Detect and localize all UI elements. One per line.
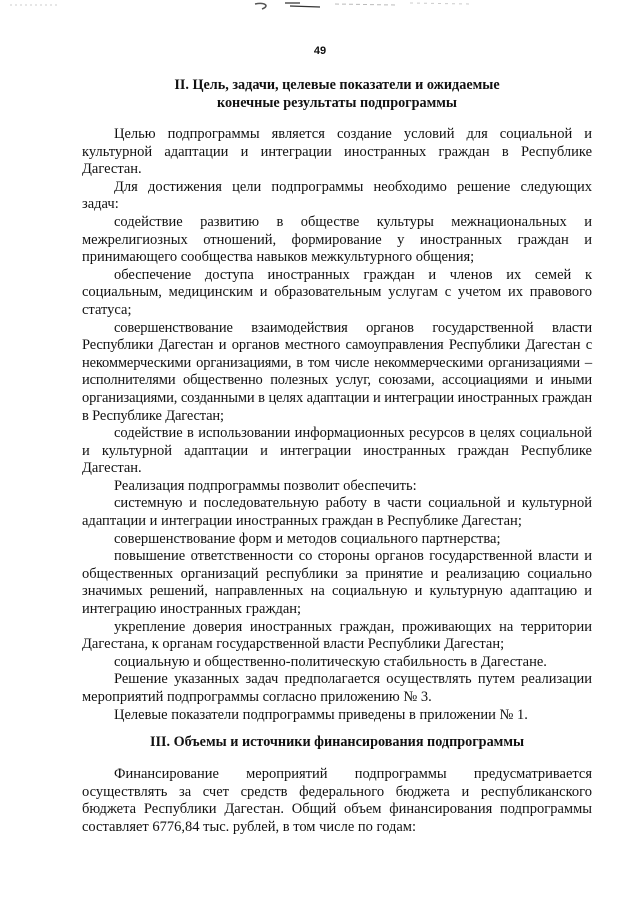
section-2-heading xyxy=(82,76,592,112)
paragraph: совершенствование форм и методов социального партнерства; xyxy=(114,530,501,547)
paragraph: Целевые показатели подпрограммы приведены в приложении № 1. xyxy=(114,706,528,723)
paragraph: Целью подпрограммы является создание условий для социальной и культурной адаптации и интеграции иностранных граждан в Республике Дагестан. xyxy=(82,126,592,178)
paragraph: обеспечение доступа иностранных граждан и членов их семей к социальным, медицинским и образовательным услугам с учетом их правового статуса; xyxy=(82,266,592,318)
paragraph: укрепление доверия иностранных граждан, проживающих на территории Дагестана, к органам государственной власти Республики Дагестан; xyxy=(82,618,592,653)
paragraph: Решение указанных задач предполагается осуществлять путем реализации мероприятий подпрограммы согласно приложению № 3. xyxy=(82,671,592,705)
page-number: 49 xyxy=(313,45,327,57)
paragraph: системную и последовательную работу в части социальной и культурной адаптации и интеграции иностранных граждан в Республике Дагестан; xyxy=(82,495,592,530)
section-3-heading: III. Объемы и источники финансирования подпрограммы xyxy=(149,734,525,750)
paragraph: содействие развитию в обществе культуры межнациональных и межрелигиозных отношений, формирование у иностранных граждан и принимающего сообщества навыков межкультурного общения; xyxy=(82,213,592,266)
paragraph: Финансирование мероприятий подпрограммы предусматривается осуществлять за счет средств федерального бюджета и республиканского бюджета Республики Дагестан. Общий объем финансирования подпрограммы составляет 6776,84 тыс. рублей, в том числе по годам: xyxy=(82,766,592,835)
section-2-body xyxy=(82,126,592,724)
paragraph: содействие в использовании информационных ресурсов в целях социальной и культурной адаптации и интеграции иностранных граждан Республике Дагестан. xyxy=(82,425,592,477)
scan-artifacts xyxy=(0,0,640,14)
paragraph: повышение ответственности со стороны органов государственной власти и общественных организаций республики за принятие и реализацию социально значимых решений, направленных на социальную и культурную адаптацию и интеграцию иностранных граждан; xyxy=(82,548,592,618)
section-2-heading-line-2: конечные результаты подпрограммы xyxy=(216,95,458,111)
section-3-body xyxy=(82,766,592,836)
paragraph: Для достижения цели подпрограммы необходимо решение следующих задач: xyxy=(82,178,592,213)
paragraph: Реализация подпрограммы позволит обеспечить: xyxy=(114,477,417,494)
paragraph: социальную и общественно-политическую стабильность в Дагестане. xyxy=(114,653,547,670)
section-2-heading-line-1: II. Цель, задачи, целевые показатели и ожидаемые xyxy=(174,77,500,93)
paragraph: совершенствование взаимодействия органов государственной власти Республики Дагестан и органов местного самоуправления Республики Дагестан с некоммерческими организациями, в том числе некоммерческими организациями – исполнителями общественно полезных услуг, союзами, ассоциациями и иными организациями, созданными в целях адаптации и интеграции иностранных граждан в Республике Дагестан; xyxy=(82,319,592,424)
